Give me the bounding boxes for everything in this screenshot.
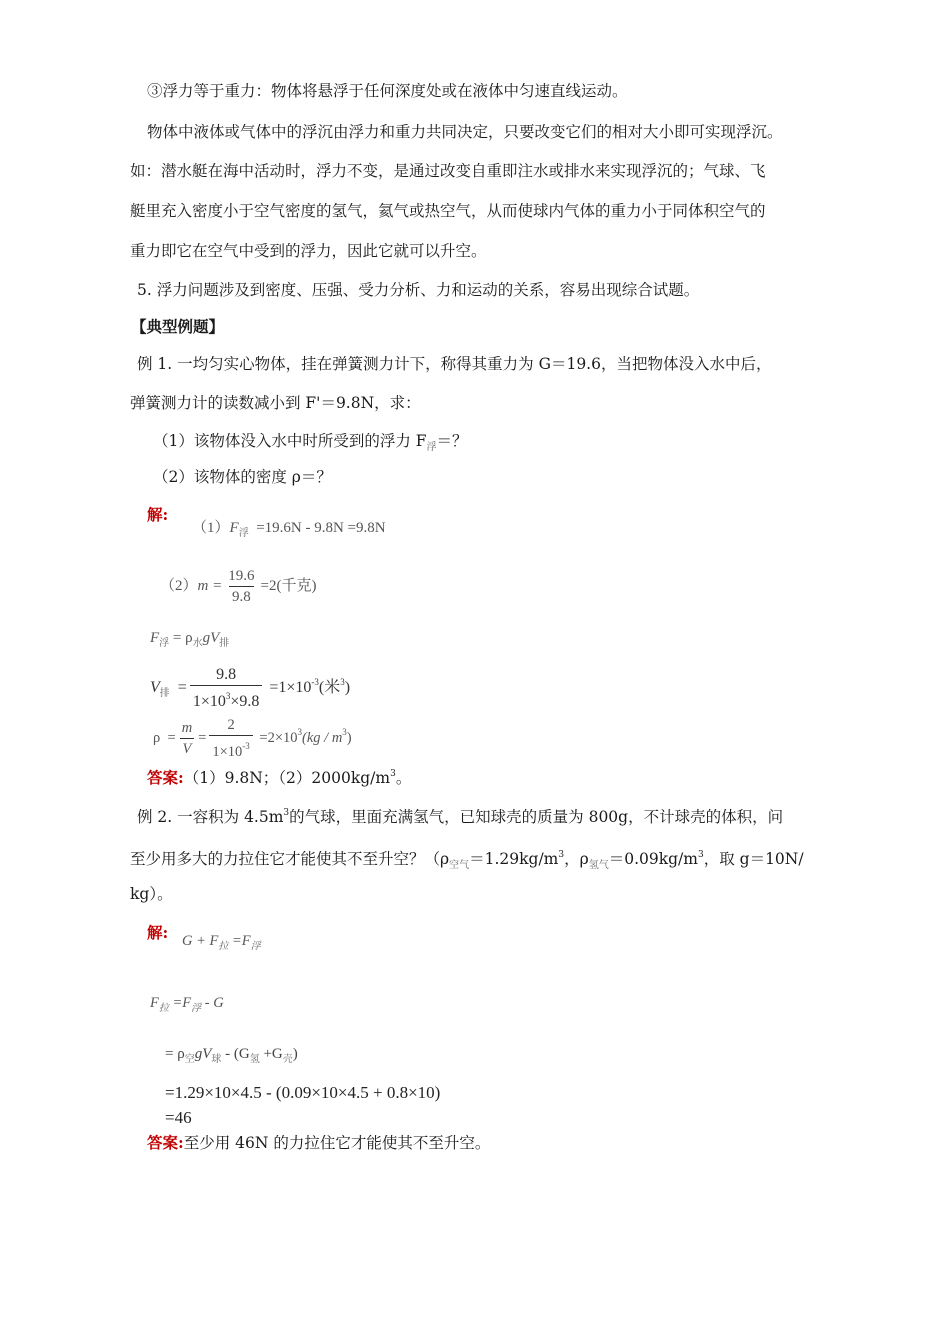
eq4-rhs-exp2: 3 [340, 677, 345, 688]
solution-label: 解: [147, 505, 169, 524]
solution-label: 解: [147, 923, 169, 942]
ex2-eq1-b: =F [228, 933, 251, 949]
eq3-buoyancy [150, 630, 229, 649]
eq4-rhs-b: (米 [318, 679, 341, 697]
paragraph-line: 重力即它在空气中受到的浮力，因此它就可以升空。 [130, 242, 487, 260]
ex2-eq1-sub1: 拉 [218, 941, 229, 952]
answer-a: （1）9.8N；（2）2000kg/m [183, 769, 391, 787]
eq1-rhs: =19.6N - 9.8N =9.8N [256, 520, 386, 536]
answer-label: 答案: [147, 768, 184, 787]
ex2-l2-b: ＝1.29kg/m [469, 850, 559, 868]
eq5-rhs-c: ) [346, 729, 352, 746]
q1-prefix: （1）该物体没入水中时所受到的浮力 F [153, 432, 427, 450]
ex2-l2-sub2: 氢气 [588, 860, 609, 871]
paragraph-line: 物体中液体或气体中的浮沉由浮力和重力共同决定，只要改变它们的相对大小即可实现浮沉。 [147, 123, 783, 141]
eq5-rhs-b: (kg / m [302, 729, 343, 746]
eq5-eq2: = [198, 729, 207, 746]
ex2-l2-exp1: 3 [558, 850, 565, 860]
ex2-eq3 [165, 1046, 298, 1065]
eq5-rho: ρ [153, 729, 161, 746]
eq5-den1: V [180, 738, 195, 759]
eq5-eq: = [167, 729, 176, 746]
example1-question1 [153, 431, 468, 458]
ex2-l1-b: 的气球，里面充满氢气，已知球壳的质量为 800g，不计球壳的体积，问 [289, 808, 784, 826]
ex2-eq2-sub2: 浮 [191, 1003, 202, 1014]
ex2-eq5: =46 [165, 1108, 192, 1127]
paragraph-line: 5. 浮力问题涉及到密度、压强、受力分析、力和运动的关系，容易出现综合试题。 [137, 281, 700, 299]
eq1-force [192, 516, 386, 539]
ex2-l2-a: 至少用多大的力拉住它才能使其不至升空？（ρ [130, 850, 450, 868]
eq4-v: V [150, 679, 160, 697]
eq4-eq: = [177, 679, 187, 697]
ex2-eq3-a: = ρ [165, 1046, 185, 1062]
eq2-mass [160, 566, 316, 607]
ex2-eq2-a: F [150, 995, 159, 1011]
example2-line3: kg）。 [130, 885, 173, 903]
ex2-answer-text: 至少用 46N 的力拉住它才能使其不至升空。 [183, 1134, 491, 1152]
ex2-eq2-c: - G [201, 995, 224, 1011]
eq5-num2: 2 [227, 717, 235, 733]
answer-b: 。 [395, 769, 412, 787]
eq4-den-b: ×9.8 [230, 693, 260, 710]
eq2-rhs: =2(千克) [260, 577, 317, 594]
eq4-den [190, 685, 263, 712]
ex2-eq3-sub4: 壳 [282, 1054, 293, 1065]
answer-label: 答案: [147, 1133, 184, 1152]
eq5-den2 [209, 735, 252, 762]
eq3-gv: gV [202, 630, 220, 646]
eq4-num: 9.8 [216, 666, 237, 683]
eq5-num1: m [181, 720, 193, 736]
example1-line2: 弹簧测力计的读数减小到 F'＝9.8N，求： [130, 394, 421, 412]
example2-line2 [130, 845, 804, 876]
ex2-eq1-a: G + F [182, 933, 219, 949]
ex2-eq3-sub3: 氢 [249, 1054, 260, 1065]
eq4-rhs-c: ) [344, 679, 351, 697]
example1-answer [147, 764, 411, 788]
eq1-prefix: （1） [192, 520, 230, 536]
eq1-sub: 浮 [238, 528, 249, 539]
eq5-rhs-exp: 3 [297, 726, 303, 737]
eq5-rhs-a: =2×10 [259, 729, 298, 746]
eq5-fraction1 [179, 718, 195, 759]
eq3-f: F [150, 630, 160, 646]
ex2-eq3-d: +G [259, 1046, 283, 1062]
eq4-volume [150, 665, 350, 712]
q1-sub: 浮 [426, 442, 437, 453]
eq4-fraction [190, 665, 263, 712]
answer-exp: 3 [390, 769, 396, 779]
paragraph-line: ③浮力等于重力：物体将悬浮于任何深度处或在液体中匀速直线运动。 [147, 82, 628, 100]
eq5-den2-a: 1×10 [212, 744, 243, 760]
ex2-eq1 [182, 933, 261, 952]
ex2-eq3-sub2: 球 [211, 1054, 222, 1065]
eq5-density [153, 715, 352, 762]
eq2-num: 19.6 [228, 568, 255, 584]
section-title: 【典型例题】 [131, 317, 225, 336]
eq2-m: m = [197, 577, 223, 594]
eq5-rhs-exp2: 3 [342, 726, 347, 737]
eq2-den: 9.8 [229, 586, 254, 607]
example1-line1: 例 1. 一均匀实心物体，挂在弹簧测力计下，称得其重力为 G＝19.6，当把物体没入水中后， [137, 355, 772, 373]
eq2-fraction [225, 566, 257, 607]
ex2-l1-a: 例 2. 一容积为 4.5m [137, 808, 284, 826]
eq1-f: F [229, 520, 239, 536]
ex2-eq1-sub2: 浮 [250, 941, 261, 952]
ex2-l1-exp: 3 [283, 808, 290, 818]
eq3-eq: = ρ [172, 630, 193, 646]
eq3-sub-rho: 水 [192, 638, 203, 649]
ex2-eq2 [150, 995, 224, 1014]
ex2-eq4: =1.29×10×4.5 - (0.09×10×4.5 + 0.8×10) [165, 1083, 441, 1102]
paragraph-line: 如：潜水艇在海中活动时，浮力不变，是通过改变自重即注水或排水来实现浮沉的；气球、飞 [130, 162, 766, 180]
eq3-sub-f: 浮 [159, 638, 170, 649]
example1-question2: （2）该物体的密度 ρ＝？ [153, 468, 332, 486]
ex2-l2-d: ＝0.09kg/m [608, 850, 698, 868]
eq5-fraction2 [209, 715, 252, 762]
ex2-eq2-b: =F [168, 995, 192, 1011]
ex2-l2-e: ，取 g＝10N/ [703, 850, 804, 868]
ex2-l2-sub1: 空气 [449, 860, 470, 871]
ex2-l2-c: ，ρ [564, 850, 589, 868]
ex2-eq3-e: ) [292, 1046, 298, 1062]
eq4-den-exp: 3 [225, 691, 231, 701]
paragraph-line: 艇里充入密度小于空气密度的氢气，氦气或热空气，从而使球内气体的重力小于同体积空气的 [130, 202, 766, 220]
eq4-den-a: 1×10 [192, 693, 226, 710]
example2-line1 [137, 803, 783, 827]
eq4-rhs-exp: -3 [311, 677, 319, 688]
q1-suffix: ＝？ [436, 432, 468, 450]
eq3-sub-v: 排 [219, 638, 230, 649]
eq2-prefix: （2） [160, 577, 198, 594]
example2-answer [147, 1133, 490, 1153]
ex2-eq3-sub1: 空 [184, 1054, 195, 1065]
ex2-eq3-c: - (G [221, 1046, 250, 1062]
ex2-eq3-b: gV [194, 1046, 212, 1062]
eq5-den2-exp: -3 [242, 741, 250, 751]
eq4-sub: 排 [159, 688, 170, 700]
ex2-l2-exp2: 3 [697, 850, 704, 860]
eq4-rhs-a: =1×10 [269, 679, 312, 697]
ex2-eq2-sub1: 拉 [158, 1003, 169, 1014]
